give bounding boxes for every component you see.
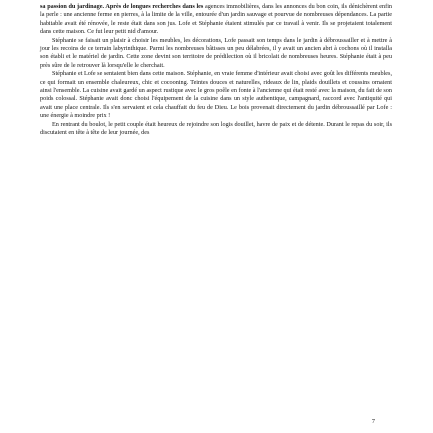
paragraph-2-text: Stéphanie se faisait un plaisir à choisir les meubles, les décorations, Lofe passait son temps dans le jardin à débroussailler et à mettre à jour les recoins de ce terrain labyrinthique. Parmi les nombreuses bâtisses un peu délabrées, il y avait un ancien abri à cochons où il installa son établi et le matériel de jardin. Cette zone devint son territoire de prédilection où il bricolait de nombreuses heures. Stéphanie était à peu près sûre de le retrouver là lorsqu'elle le cherchait.	[40, 36, 392, 69]
paragraph-1-lead: sa passion du jardinage. Après de longues recherches dans les	[40, 3, 204, 10]
paragraph-2	[40, 37, 392, 71]
paragraph-1	[40, 3, 392, 37]
page-number: 7	[371, 418, 375, 425]
paragraph-1-text: agences immobilières, dans les annonces du bon coin, ils dénichèrent enfin la perle : une ancienne ferme en pierres, à la limite de la ville, entourée d'un jardin sauvage et pourvue de nombreuses dépendances. La partie habitable avait été rénovée, le reste était dans son jus. Lofe et Stéphanie étaient stimulés par ce travail à venir. Ils se projetaient totalement dans cette maison. Ce fut leur petit nid d'amour.	[40, 3, 393, 36]
paragraph-3-text: Stéphanie et Lofe se sentaient bien dans cette maison. Stéphanie, en vraie femme d'intérieur avait choisi avec goût les différents meubles, ce qui formait un ensemble chaleureux, chic et cocooning. Teintes douces et naturelles, rideaux de lin, plaids douillets et coussins ornaient ainsi l'ensemble. La cuisine avait gardé un aspect rustique avec le gros poêle en fonte à l'ancienne qui était resté avec la maison, du fait de son poids colossal. Stéphanie avait donc choisi l'équipement de la cuisine dans un style authentique, campagnard, raccord avec l'antiquité qui avait une place centrale. Ils s'en servaient et cela chauffait du feu de Dieu. Le bois provenait directement du jardin débroussaillé par Lofe : une énergie à moindre prix !	[40, 70, 392, 120]
text-column	[40, 3, 392, 138]
paragraph-4	[40, 121, 392, 138]
paragraph-3	[40, 70, 392, 120]
paragraph-4-text: En rentrant du boulot, le petit couple était heureux de rejoindre son logis douillet, havre de paix et de détente. Durant le repas du soir, ils discutaient en tête à tête de leur journée, des	[40, 120, 392, 137]
